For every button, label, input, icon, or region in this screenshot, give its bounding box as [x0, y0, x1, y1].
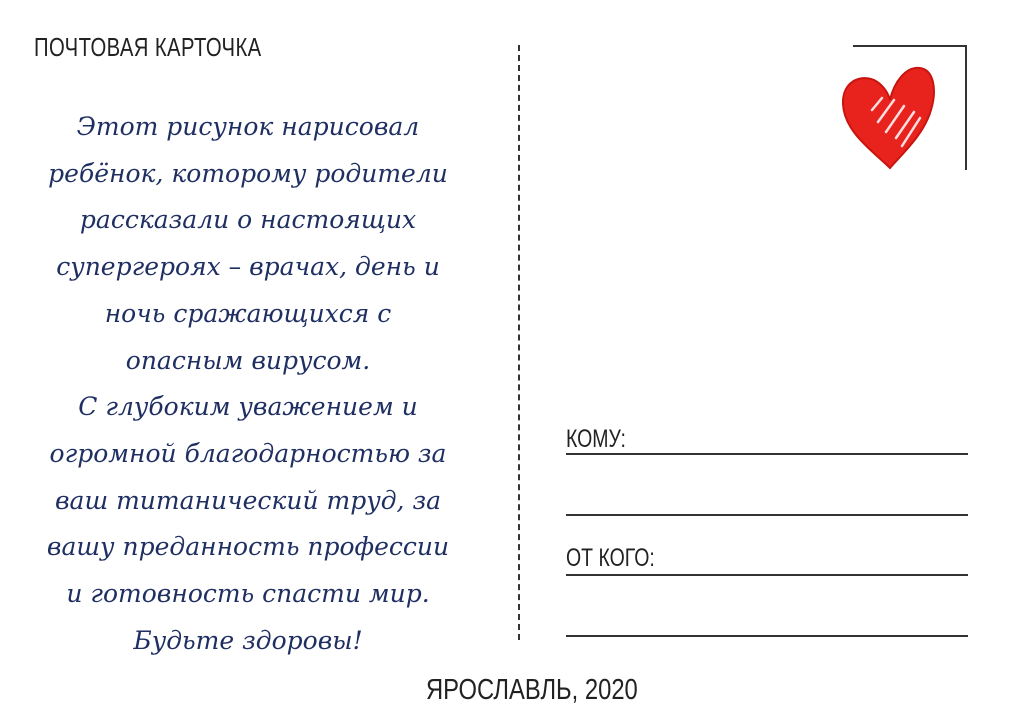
message-line: рассказали о настоящих [79, 205, 417, 235]
message-line: С глубоким уважением и [78, 392, 418, 422]
message-line: ребёнок, которому родители [48, 158, 448, 188]
message-line: ваш титанический труд, за [55, 485, 441, 515]
heart-icon [838, 60, 938, 175]
message-line: Будьте здоровы! [133, 625, 363, 655]
from-address-line [566, 574, 968, 576]
to-address-line [566, 453, 968, 455]
message-line: и готовность спасти мир. [66, 579, 430, 609]
message-line: огромной благодарностью за [49, 438, 447, 468]
from-label: ОТ КОГО: [566, 544, 655, 572]
postcard-title: ПОЧТОВАЯ КАРТОЧКА [34, 32, 262, 62]
message-line: опасным вирусом. [125, 345, 371, 375]
message-line: ночь сражающихся с [104, 298, 392, 328]
from-address-line-2 [566, 635, 968, 637]
to-address-line-2 [566, 514, 968, 516]
message-line: супергероях – врачах, день и [56, 252, 440, 282]
message-line: Этот рисунок нарисовал [76, 112, 420, 141]
footer-city-year: ЯРОСЛАВЛЬ, 2020 [426, 674, 638, 706]
to-label: КОМУ: [566, 425, 626, 453]
message-text [38, 104, 458, 664]
dashed-divider [518, 45, 520, 640]
message-line: вашу преданность профессии [46, 532, 450, 562]
